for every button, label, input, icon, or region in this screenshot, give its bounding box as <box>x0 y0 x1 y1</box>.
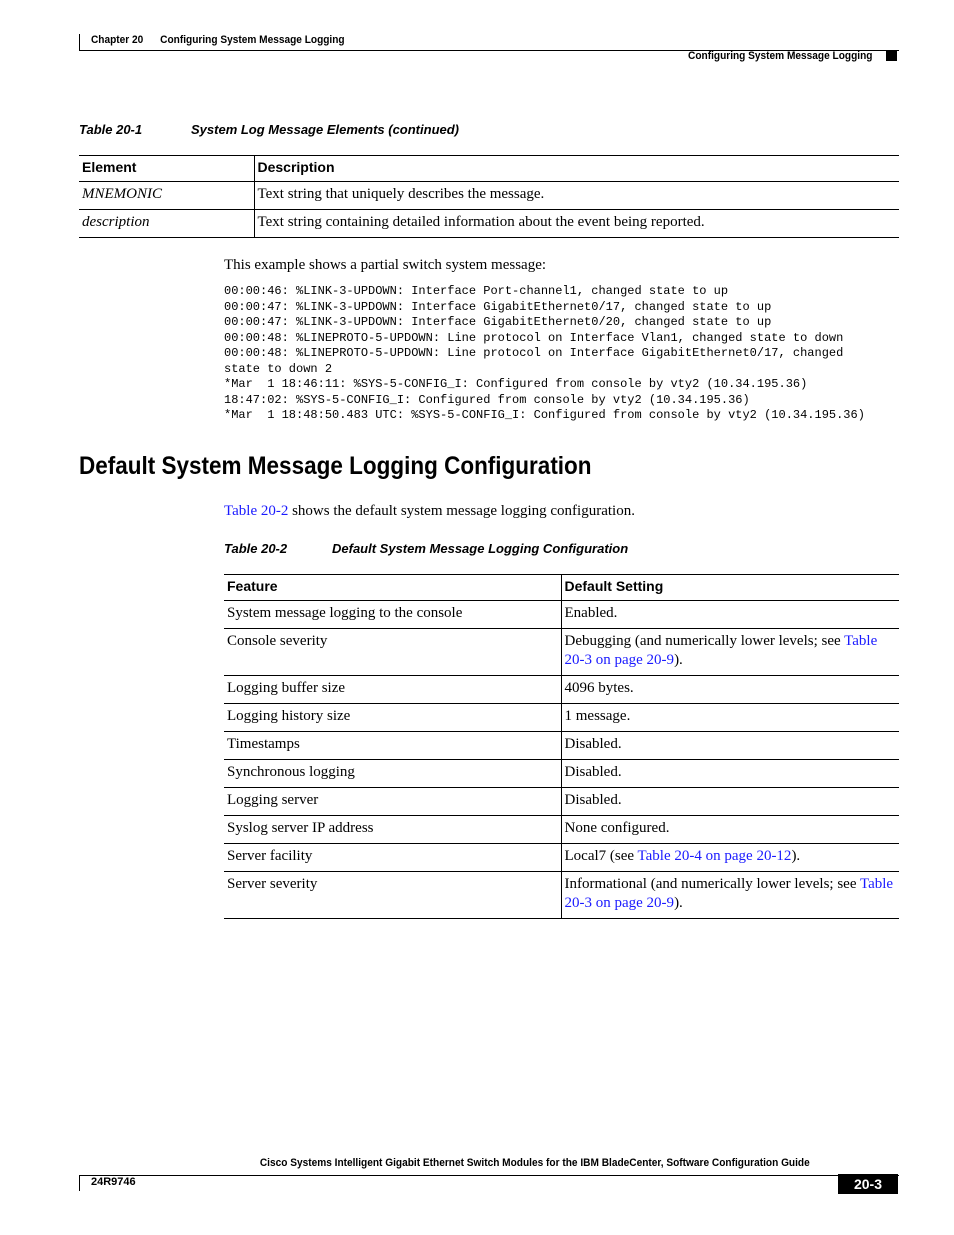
header-left-rule <box>79 34 80 50</box>
table-row <box>224 816 899 844</box>
cross-ref-link[interactable]: Table 20-3 on page 20-9 <box>564 876 894 911</box>
table2-header-feature: Feature <box>224 575 561 601</box>
table2-cell-feature: Timestamps <box>224 732 561 760</box>
table2-cell-default <box>561 872 899 919</box>
header-section-title: Configuring System Message Logging <box>687 50 872 62</box>
header-marker <box>886 51 897 61</box>
table2-cell-default <box>561 676 899 704</box>
table2-number: Table 20-2 <box>224 541 288 556</box>
table1 <box>79 155 899 238</box>
header-chapter-number: Chapter 20 <box>91 34 144 46</box>
table2-cell-default <box>561 816 899 844</box>
header-chapter-title: Configuring System Message Logging <box>160 34 345 46</box>
page-number-badge: 20-3 <box>838 1174 898 1194</box>
table2-cell-default <box>561 844 899 872</box>
code-line: 00:00:48: %LINEPROTO-5-UPDOWN: Line protocol on Interface GigabitEthernet0/17, changed <box>224 346 844 360</box>
table2-cell-feature: Logging buffer size <box>224 676 561 704</box>
header-chapter <box>91 34 345 46</box>
code-line: 00:00:47: %LINK-3-UPDOWN: Interface GigabitEthernet0/17, changed state to up <box>224 299 772 314</box>
table-row <box>224 629 899 676</box>
table-row <box>79 182 899 210</box>
table1-number: Table 20-1 <box>79 122 143 137</box>
table2-cell-feature: Server facility <box>224 844 561 872</box>
table1-title: System Log Message Elements (continued) <box>191 122 460 137</box>
table-row <box>224 704 899 732</box>
code-line: 00:00:47: %LINK-3-UPDOWN: Interface GigabitEthernet0/20, changed state to up <box>224 315 772 329</box>
default-text: Disabled. <box>564 792 622 808</box>
table2-cell-default <box>561 732 899 760</box>
footer-rule <box>79 1175 899 1176</box>
default-text-end: ). <box>674 652 683 668</box>
table2-cell-feature: Logging server <box>224 788 561 816</box>
table1-header-row <box>79 156 899 182</box>
table-row <box>224 760 899 788</box>
footer-doc-number: 24R9746 <box>91 1176 136 1188</box>
cross-ref-link[interactable]: Table 20-3 on page 20-9 <box>564 633 878 668</box>
cross-ref-link[interactable]: Table 20-4 on page 20-12 <box>637 848 792 864</box>
code-line: *Mar 1 18:48:50.483 UTC: %SYS-5-CONFIG_I: Configured from console by vty2 (10.34.195.36) <box>224 408 865 422</box>
table2-cell-default <box>561 788 899 816</box>
default-text: Informational (and numerically lower levels; see <box>564 876 860 892</box>
footer-book-title: Cisco Systems Intelligent Gigabit Ethernet Switch Modules for the IBM BladeCenter, Software Configuration Guide <box>260 1157 810 1169</box>
table-row <box>224 601 899 629</box>
table2-cell-feature: Logging history size <box>224 704 561 732</box>
code-line: 00:00:48: %LINEPROTO-5-UPDOWN: Line protocol on Interface Vlan1, changed state to down <box>224 330 844 345</box>
table2 <box>224 574 899 919</box>
table1-cell-description: Text string containing detailed information about the event being reported. <box>257 214 705 230</box>
table2-header-row <box>224 575 899 601</box>
table2-cell-default <box>561 601 899 629</box>
table2-cell-default <box>561 760 899 788</box>
table2-cell-feature: Server severity <box>224 872 561 919</box>
footer-left-rule <box>79 1175 80 1191</box>
example-intro: This example shows a partial switch system message: <box>224 257 547 273</box>
default-text: Local7 (see <box>564 848 638 864</box>
table2-header-default: Default Setting <box>564 578 664 594</box>
table2-title: Default System Message Logging Configuration <box>332 541 629 556</box>
table1-caption <box>79 122 459 137</box>
default-text: Debugging (and numerically lower levels; see <box>564 633 845 649</box>
table1-cell-element: description <box>79 210 254 238</box>
default-text: None configured. <box>564 820 670 836</box>
table1-cell-description: Text string that uniquely describes the message. <box>257 186 545 202</box>
code-line: 18:47:02: %SYS-5-CONFIG_I: Configured from console by vty2 (10.34.195.36) <box>224 392 750 407</box>
section-heading: Default System Message Logging Configuration <box>79 452 592 480</box>
default-text-end: ). <box>674 895 683 911</box>
table2-cell-feature: Syslog server IP address <box>224 816 561 844</box>
default-text: Disabled. <box>564 764 622 780</box>
table-row <box>224 844 899 872</box>
default-text: 4096 bytes. <box>564 680 634 696</box>
table2-cell-default <box>561 704 899 732</box>
table2-cell-feature: Synchronous logging <box>224 760 561 788</box>
table2-cell-default <box>561 629 899 676</box>
table1-header-description: Description <box>257 159 335 175</box>
intro-text: shows the default system message logging configuration. <box>288 503 635 519</box>
code-line: 00:00:46: %LINK-3-UPDOWN: Interface Port-channel1, changed state to up <box>224 284 729 298</box>
default-text-end: ). <box>791 848 801 864</box>
code-example <box>224 284 865 424</box>
default-text: Disabled. <box>564 736 622 752</box>
table-row <box>224 872 899 919</box>
table2-link[interactable]: Table 20-2 <box>224 503 289 519</box>
table2-caption <box>224 541 628 556</box>
table-row <box>224 788 899 816</box>
table-row <box>224 676 899 704</box>
table1-cell-element: MNEMONIC <box>79 182 254 210</box>
intro-paragraph <box>224 503 635 520</box>
code-line: *Mar 1 18:46:11: %SYS-5-CONFIG_I: Configured from console by vty2 (10.34.195.36) <box>224 377 808 391</box>
table1-header-element: Element <box>79 156 254 182</box>
table-row <box>224 732 899 760</box>
table2-cell-feature: Console severity <box>224 629 561 676</box>
table2-cell-feature: System message logging to the console <box>224 601 561 629</box>
table-row <box>79 210 899 238</box>
default-text: Enabled. <box>564 605 618 621</box>
code-line: state to down 2 <box>224 361 333 376</box>
default-text: 1 message. <box>564 708 631 724</box>
